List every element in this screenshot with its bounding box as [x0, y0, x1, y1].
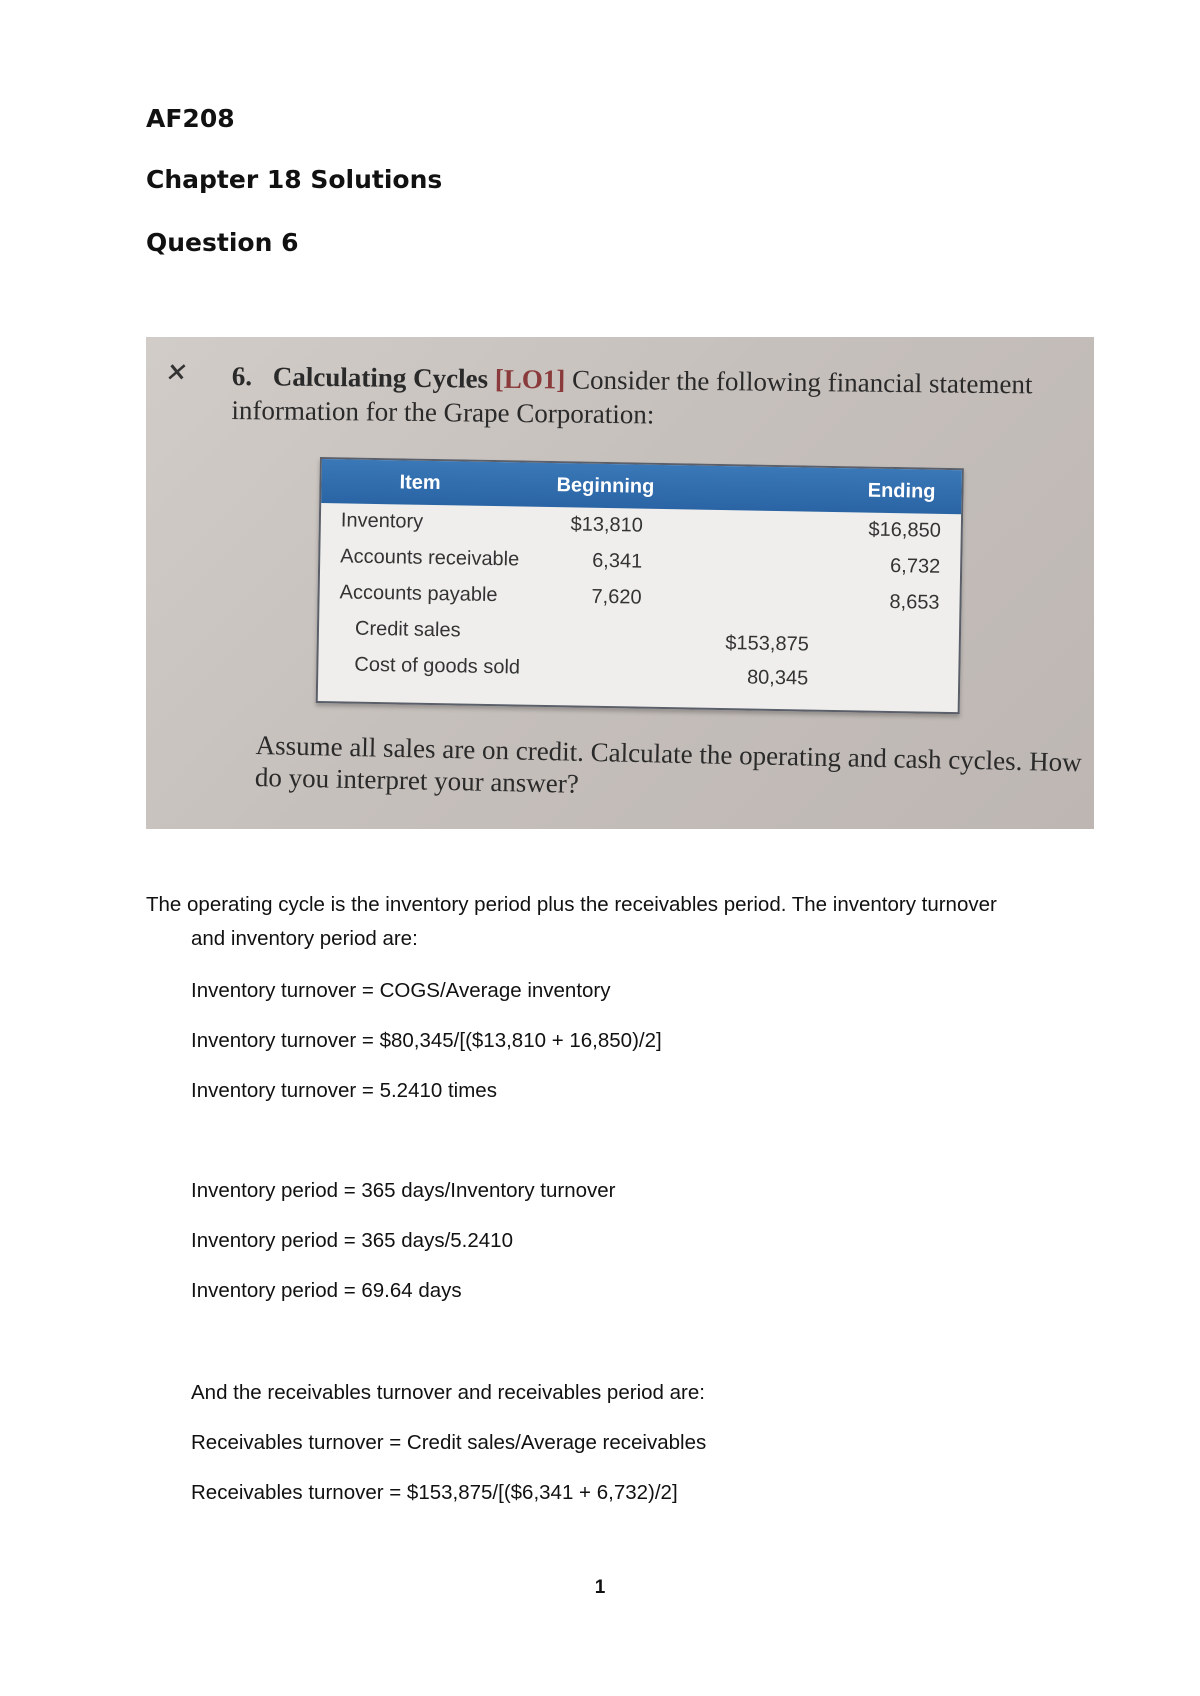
equation-line: And the receivables turnover and receivables period are: — [191, 1381, 705, 1404]
learning-objective-tag: [LO1] — [494, 363, 566, 395]
row-ending: $16,850 — [868, 518, 941, 542]
table-header — [321, 459, 962, 514]
header-ending: Ending — [867, 479, 936, 503]
problem-prompt: Consider the following financial statement information for the Grape Corporation: — [231, 364, 1033, 430]
row-value: 80,345 — [746, 666, 809, 690]
excel-icon: ⨯ — [163, 357, 191, 387]
row-label: Inventory — [340, 509, 424, 533]
page-number: 1 — [594, 1577, 606, 1598]
header-item: Item — [399, 471, 441, 495]
solution-intro-line1: The operating cycle is the inventory period plus the receivables period. The inventory turnover — [146, 893, 997, 916]
chapter-title: Chapter 18 Solutions — [146, 165, 443, 194]
equation-line: Receivables turnover = $153,875/[($6,341 + 6,732)/2] — [191, 1481, 678, 1504]
solution-intro-line2: and inventory period are: — [191, 927, 418, 950]
financial-table — [316, 457, 964, 714]
row-beginning: 6,341 — [591, 549, 643, 573]
row-label: Accounts receivable — [340, 545, 520, 571]
equation-line: Inventory turnover = $80,345/[($13,810 + 16,850)/2] — [191, 1029, 662, 1052]
problem-followup: Assume all sales are on credit. Calculate the operating and cash cycles. How do you interpret your answer? — [254, 729, 1083, 799]
row-value: $153,875 — [725, 632, 809, 656]
question-title: Question 6 — [146, 228, 299, 257]
equation-line: Inventory turnover = COGS/Average inventory — [191, 979, 611, 1002]
problem-statement — [231, 359, 1072, 436]
solution-intro — [146, 888, 1146, 956]
equation-line: Receivables turnover = Credit sales/Average receivables — [191, 1431, 707, 1454]
row-label: Accounts payable — [339, 581, 498, 607]
row-ending: 6,732 — [889, 554, 941, 578]
row-beginning: $13,810 — [570, 513, 644, 537]
textbook-photo — [146, 337, 1094, 829]
row-label: Cost of goods sold — [354, 653, 521, 679]
equation-line: Inventory period = 365 days/Inventory turnover — [191, 1179, 616, 1202]
row-label: Credit sales — [354, 617, 461, 642]
course-code: AF208 — [146, 104, 235, 133]
equation-line: Inventory turnover = 5.2410 times — [191, 1079, 497, 1102]
problem-title: Calculating Cycles — [272, 361, 489, 394]
row-ending: 8,653 — [889, 590, 940, 614]
problem-number: 6. — [231, 360, 253, 392]
equation-line: Inventory period = 69.64 days — [191, 1279, 462, 1302]
header-beginning: Beginning — [556, 474, 655, 498]
row-beginning: 7,620 — [591, 585, 642, 609]
equation-line: Inventory period = 365 days/5.2410 — [191, 1229, 513, 1252]
